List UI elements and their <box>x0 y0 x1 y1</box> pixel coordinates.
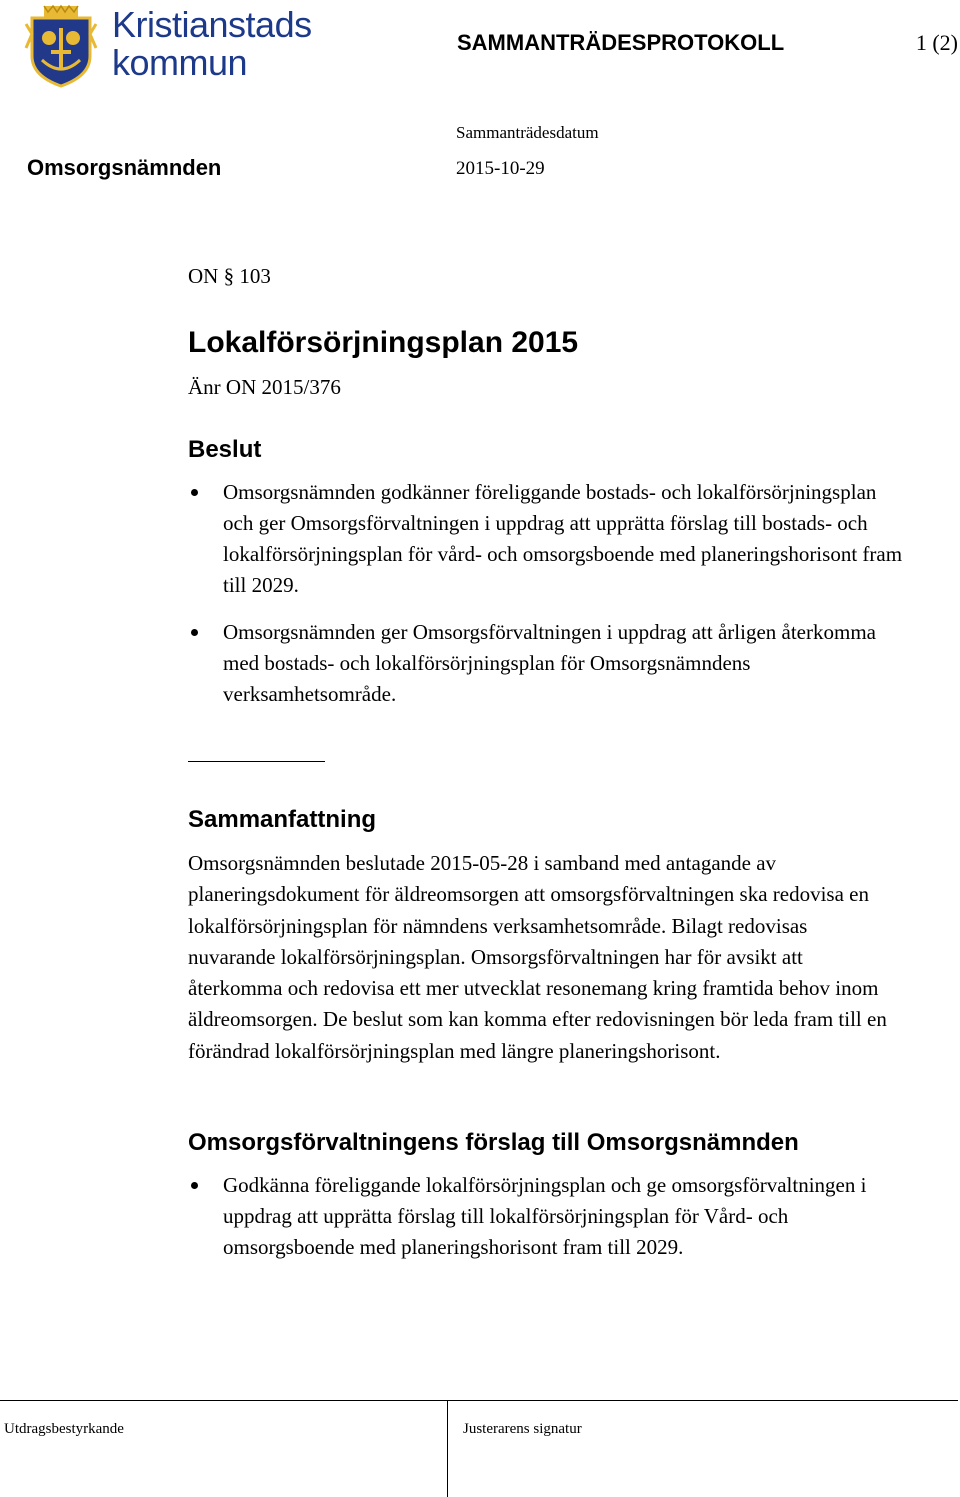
bullet-icon <box>191 1182 198 1189</box>
forslag-item-text: Godkänna föreliggande lokalförsörjningsplan och ge omsorgsförvaltningen i uppdrag att upprätta förslag till lokalförsörjningsplan för Vård- och omsorgsboende med planeringshorisont fram till 2029. <box>223 1173 867 1259</box>
logo-wordmark <box>112 6 312 82</box>
meeting-date-label: Sammanträdesdatum <box>456 123 599 142</box>
committee-name: Omsorgsnämnden <box>27 155 222 180</box>
sammanfattning-heading: Sammanfattning <box>188 806 377 833</box>
beslut-heading: Beslut <box>188 436 262 463</box>
section-divider <box>188 761 325 762</box>
list-item <box>188 617 908 710</box>
footer-rule <box>0 1400 958 1401</box>
list-item <box>188 477 908 601</box>
sammanfattning-text: Omsorgsnämnden beslutade 2015-05-28 i samband med antagande av planeringsdokument för äldreomsorgen att omsorgsförvaltningen ska redovisa en lokalförsörjningsplan för nämndens verksamhetsområde. Bilagt redovisas nuvarande lokalförsörjningsplan. Omsorgsförvaltningen har för avsikt att återkomma och redovisa ett mer utvecklat resonemang kring framtida behov inom äldreomsorgen. De beslut som kan komma efter redovisningen bör leda fram till en förändrad lokalförsörjningsplan med längre planeringshorisont. <box>188 851 887 1063</box>
page-title: Lokalförsörjningsplan 2015 <box>188 326 579 359</box>
bullet-icon <box>191 489 198 496</box>
bullet-icon <box>191 629 198 636</box>
logo-wordmark-line1: Kristianstads <box>112 4 312 45</box>
list-item <box>188 1170 908 1263</box>
page-number: 1 (2) <box>915 30 958 55</box>
forslag-heading: Omsorgsförvaltningens förslag till Omsorgsnämnden <box>188 1129 799 1156</box>
meeting-date: 2015-10-29 <box>456 158 545 179</box>
adjuster-signature-label: Justerarens signatur <box>463 1421 582 1437</box>
beslut-item-text: Omsorgsnämnden ger Omsorgsförvaltningen i uppdrag att årligen återkomma med bostads- och lokalförsörjningsplan för Omsorgsnämndens verksamhetsområde. <box>223 620 876 706</box>
footer-column-divider <box>447 1400 448 1497</box>
logo-wordmark-line2: kommun <box>112 42 248 83</box>
attestation-label: Utdragsbestyrkande <box>4 1421 124 1437</box>
beslut-list <box>188 477 908 726</box>
forslag-list <box>188 1170 908 1279</box>
case-number: Änr ON 2015/376 <box>188 375 341 399</box>
document-type: SAMMANTRÄDESPROTOKOLL <box>457 30 785 55</box>
kristianstad-crest-logo <box>22 4 100 88</box>
section-number: ON § 103 <box>188 264 271 288</box>
beslut-item-text: Omsorgsnämnden godkänner föreliggande bostads- och lokalförsörjningsplan och ger Omsorgsförvaltningen i uppdrag att upprätta förslag till bostads- och lokalförsörjningsplan för vård- och omsorgsboende med planeringshorisont fram till 2029. <box>223 480 903 597</box>
